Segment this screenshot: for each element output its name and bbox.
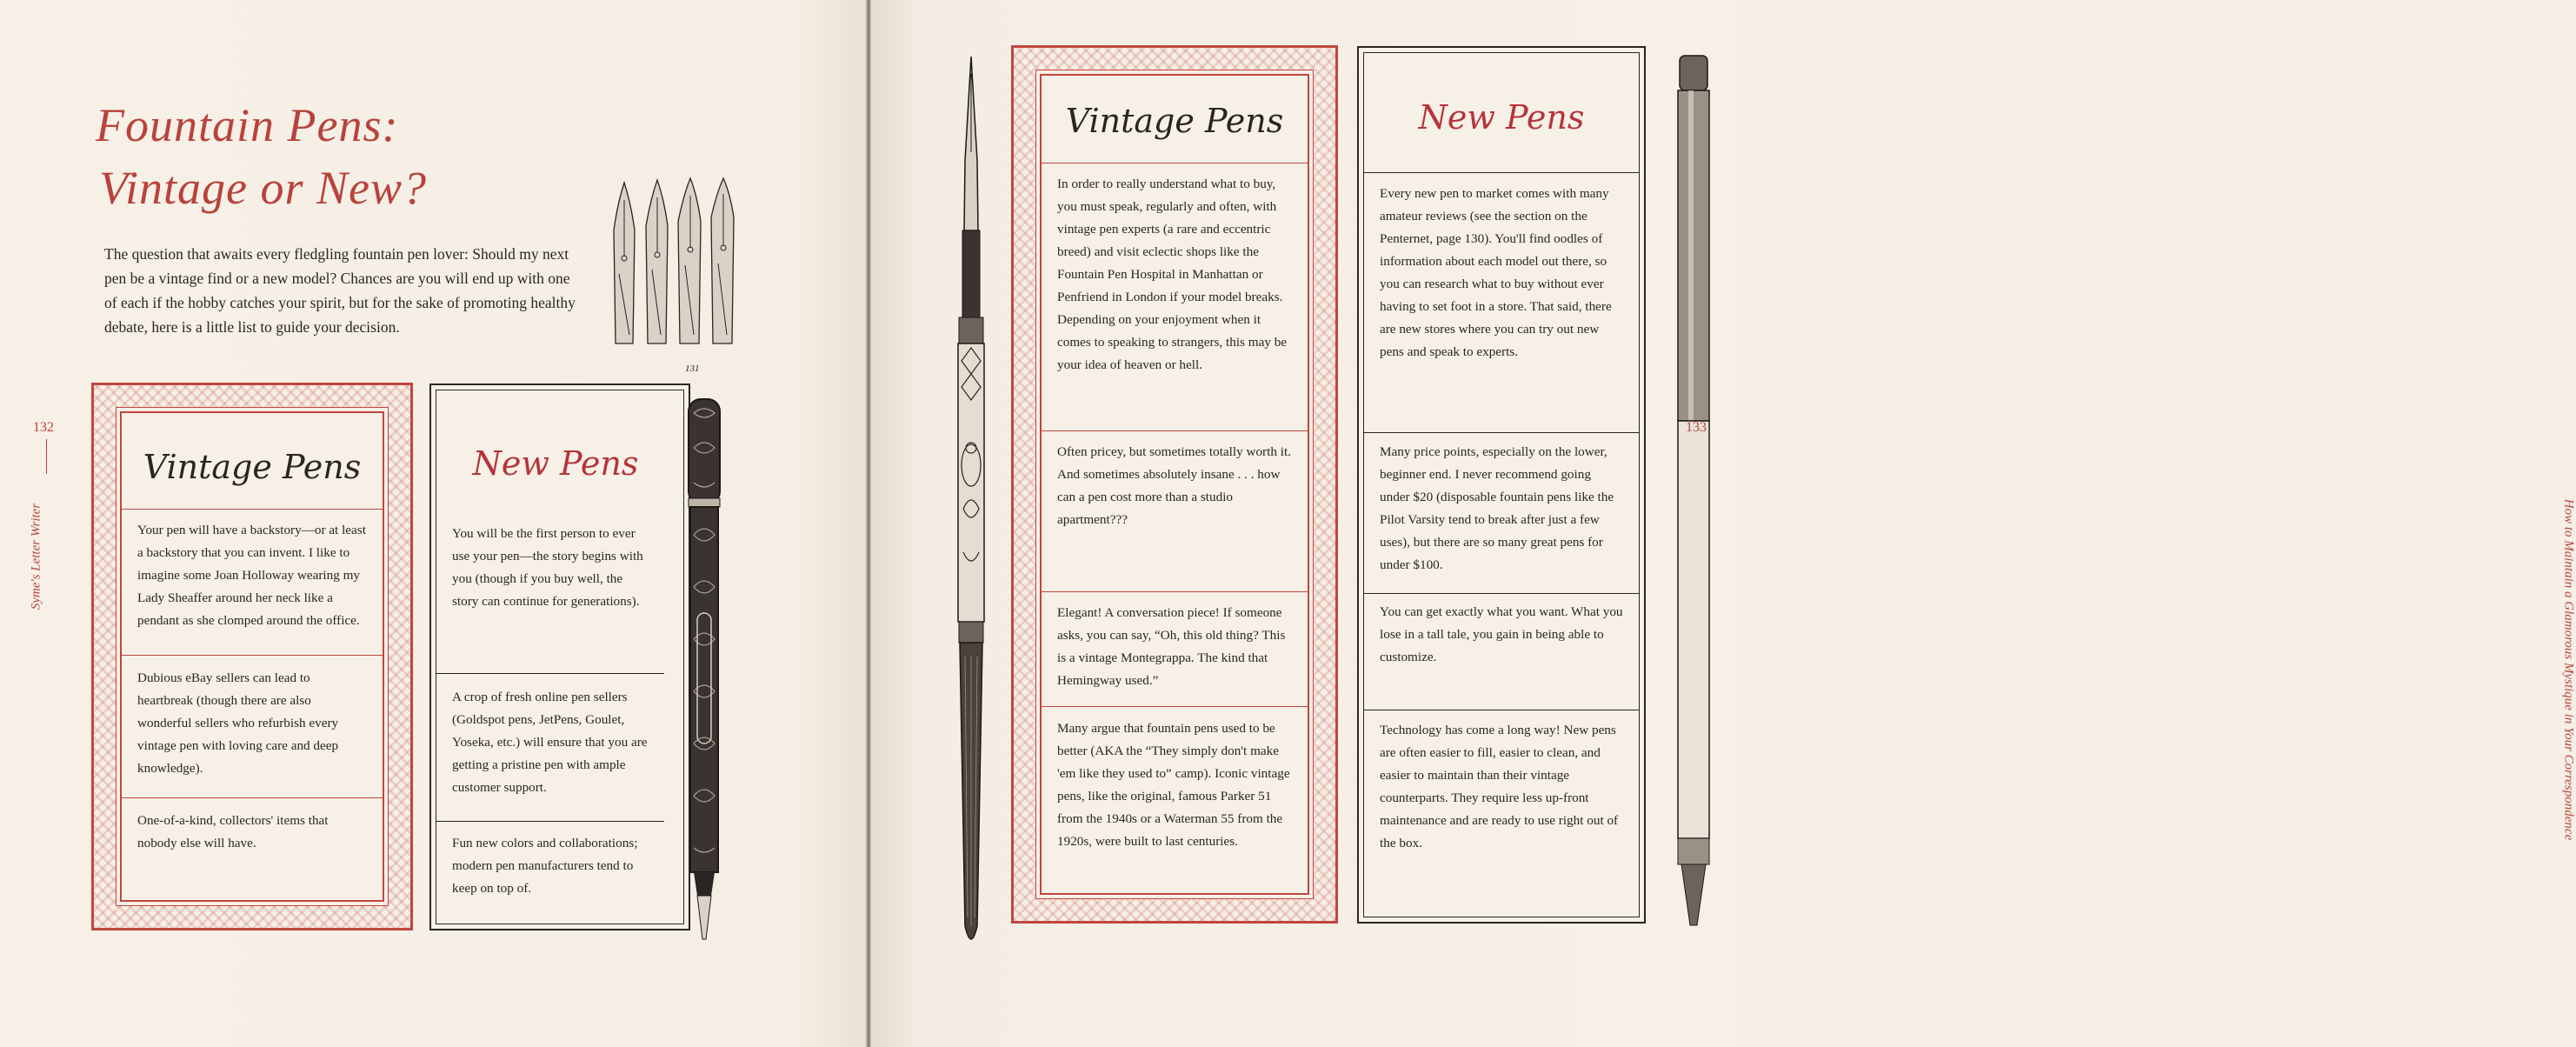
divider xyxy=(122,797,383,798)
intro-paragraph: The question that awaits every fledgling fountain pen lover: Should my next pen be a vintage find or a new model? Chances are you will end up with one of each if the hobby catches your spirit, but for the sake of promoting healthy debate, here is a little list to guide your decision. xyxy=(104,245,576,336)
modern-pen-illustration xyxy=(1674,56,1713,934)
vintage-heading: Vintage Pens xyxy=(1065,102,1284,140)
new-item-1: Every new pen to market comes with many amateur reviews (see the section on the Penternet, page 130). You'll find oodles of information about each model out there, so you can research what to buy without ever having to set foot in a store. That said, there are new stores where you can try out new pens and speak to experts. xyxy=(1380,186,1612,359)
divider xyxy=(1042,591,1308,592)
page-number: 132 xyxy=(33,420,54,435)
new-item-2: Many price points, especially on the lower, beginner end. I never recommend going under $20 (disposable fountain pens like the Pilot Varsity tend to break after just a few uses), but there are so many great pens for under $100. xyxy=(1380,444,1614,572)
title-line-1: Fountain Pens: xyxy=(96,99,399,151)
vintage-item-4: Many argue that fountain pens used to be better (AKA the “They simply don't make 'em like they used to” camp). Iconic vintage pens, like the original, famous Parker 51 from the 1940s or a Waterman 55 from the 1920s, were built to last centuries. xyxy=(1057,721,1290,849)
new-item-3: Fun new colors and collaborations; modern pen manufacturers tend to keep on top of. xyxy=(452,836,638,896)
vintage-item-1: In order to really understand what to buy, you must speak, regularly and often, with vintage pen experts (a rare and eccentric breed) and visit eclectic shops like the Fountain Pen Hospital in Manhattan or Penfriend in London if your model breaks. Depending on your enjoyment when it comes to speaking to strangers, this may be your idea of heaven or hell. xyxy=(1057,177,1288,372)
divider xyxy=(1364,172,1639,173)
new-item-4: Technology has come a long way! New pens are often easier to fill, easier to clean, and easier to maintain than their vintage counterparts. They require less up-front maintenance and are ready to use right out of the box. xyxy=(1380,723,1619,850)
running-head: How to Maintain a Glamorous Mystique in Your Correspondence xyxy=(2561,498,2576,841)
running-head: Syme's Letter Writer xyxy=(29,503,43,610)
ornate-fountain-pen-illustration xyxy=(685,396,723,944)
vintage-item-3: One-of-a-kind, collectors' items that nobody else will have. xyxy=(137,813,329,850)
nibs-illustration xyxy=(600,178,748,343)
vintage-item-2: Often pricey, but sometimes totally worth it. And sometimes absolutely insane . . . how can a pen cost more than a studio apartment??? xyxy=(1057,444,1291,527)
divider xyxy=(436,673,664,674)
divider xyxy=(122,655,383,656)
divider xyxy=(1364,432,1639,433)
new-item-2: A crop of fresh online pen sellers (Goldspot pens, JetPens, Goulet, Yoseka, etc.) will ensure that you are getting a pristine pen with ample customer support. xyxy=(452,690,648,795)
divider xyxy=(1364,593,1639,594)
vintage-box xyxy=(1011,45,1338,924)
new-heading: New Pens xyxy=(1418,98,1585,137)
folio-rule xyxy=(46,439,47,474)
new-box xyxy=(1357,46,1646,924)
new-box xyxy=(429,383,690,930)
new-item-1: You will be the first person to ever use your pen—the story begins with you (though if you buy well, the story can continue for generations). xyxy=(452,526,643,609)
divider xyxy=(1042,706,1308,707)
vintage-item-1: Your pen will have a backstory—or at least a backstory that you can invent. I like to imagine some Joan Holloway wearing my Lady Sheaffer around her neck like a pendant as she clomped around the office. xyxy=(137,523,366,628)
divider xyxy=(436,821,664,822)
divider xyxy=(122,509,383,510)
divider xyxy=(1042,430,1308,431)
dip-pen-illustration xyxy=(949,57,993,952)
right-page xyxy=(871,0,2576,1047)
pen-label: 131 xyxy=(685,363,700,374)
vintage-heading: Vintage Pens xyxy=(143,448,362,486)
vintage-box xyxy=(91,383,413,930)
vintage-item-3: Elegant! A conversation piece! If someone asks, you can say, “Oh, this old thing? This is a vintage Montegrappa. The kind that Hemingway used.” xyxy=(1057,605,1286,688)
vintage-item-2: Dubious eBay sellers can lead to heartbreak (though there are also wonderful sellers who refurbish every vintage pen with loving care and deep knowledge). xyxy=(137,670,339,776)
page-title xyxy=(96,94,461,219)
new-item-3: You can get exactly what you want. What you lose in a tall tale, you gain in being able to customize. xyxy=(1380,604,1623,664)
page-number: 133 xyxy=(1686,420,1707,435)
title-line-2: Vintage or New? xyxy=(99,162,427,214)
new-heading: New Pens xyxy=(472,444,639,483)
left-page xyxy=(0,0,868,1047)
